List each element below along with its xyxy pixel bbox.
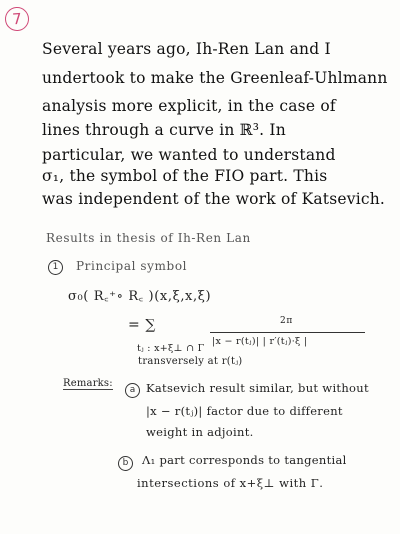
paragraph-line-4: lines through a curve in ℝ³. In [42, 121, 286, 139]
item-1-title: Principal symbol [76, 259, 188, 273]
symbol-expression: σ₀( R꜀⁺∘ R꜀ )(x,ξ,x,ξ) [68, 289, 212, 304]
remarks-label: Remarks: [63, 378, 113, 389]
remark-b-line-1: Λ₁ part corresponds to tangential [142, 453, 347, 467]
item-1-marker: 1 [48, 260, 63, 275]
remark-a-marker: a [125, 383, 140, 398]
remark-a-line-1: Katsevich result similar, but without [146, 381, 369, 395]
transverse-note: transversely at r(tⱼ) [138, 356, 243, 367]
section-heading: Results in thesis of Ih-Ren Lan [46, 231, 251, 245]
paragraph-line-1: Several years ago, Ih-Ren Lan and I [42, 40, 331, 58]
sum-index-condition: tⱼ : x+ξ⊥ ∩ Γ [137, 343, 205, 354]
remark-a-line-2: |x − r(tⱼ)| factor due to different [146, 404, 343, 418]
paragraph-line-7: was independent of the work of Katsevich. [42, 190, 386, 208]
paragraph-line-3: analysis more explicit, in the case of [42, 97, 336, 115]
fraction-bar [210, 332, 365, 333]
paragraph-line-6: σ₁, the symbol of the FIO part. This [42, 167, 328, 185]
paragraph-line-2: undertook to make the Greenleaf-Uhlmann [42, 69, 388, 87]
remark-b-line-2: intersections of x+ξ⊥ with Γ. [137, 476, 324, 490]
page-number-badge: 7 [4, 6, 30, 32]
fraction-numerator: 2π [280, 316, 293, 326]
fraction-denominator: |x − r(tⱼ)| | r′(tⱼ)·ξ | [212, 336, 308, 347]
remark-b-marker: b [118, 456, 133, 471]
equals-sum: = ∑ [128, 317, 156, 333]
paragraph-line-5: particular, we wanted to understand [42, 146, 336, 164]
remark-a-line-3: weight in adjoint. [146, 425, 254, 439]
